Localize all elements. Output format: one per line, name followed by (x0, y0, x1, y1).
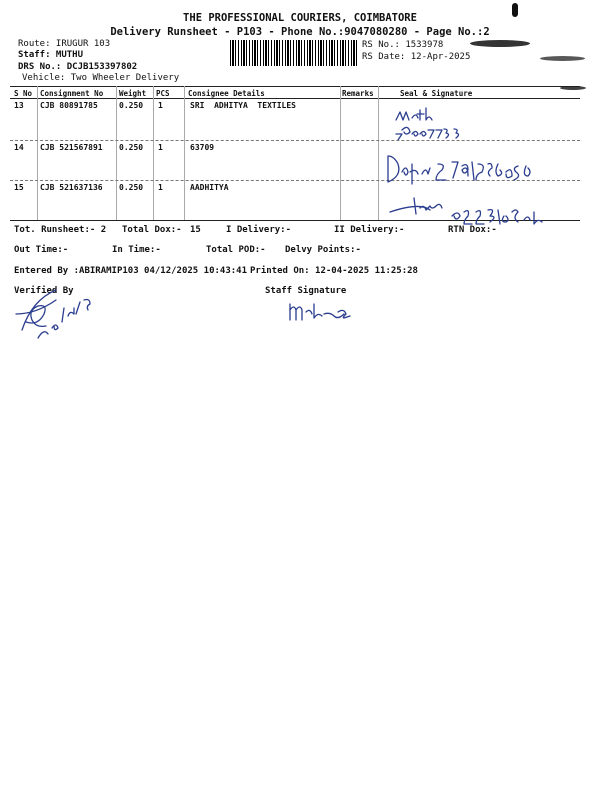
total-dox-value: 15 (190, 225, 201, 235)
col-sep (340, 86, 341, 220)
staff-handwritten-signature (284, 298, 364, 328)
col-sno: S No (14, 89, 33, 98)
delvy-points: Delvy Points:- (285, 245, 361, 255)
col-weight: Weight (119, 89, 147, 98)
row-consignee: AADHITYA (190, 183, 229, 192)
row-sno: 14 (14, 143, 24, 152)
col-consignment: Consignment No (40, 89, 104, 98)
col-pcs: PCS (156, 89, 170, 98)
rtn-dox: RTN Dox:- (448, 225, 497, 235)
printed-on: Printed On: 12-04-2025 11:25:28 (250, 266, 418, 276)
staff-signature-label: Staff Signature (265, 286, 347, 296)
col-sep (153, 86, 154, 220)
verified-by-label: Verified By (14, 286, 74, 296)
scan-mark (470, 40, 530, 47)
route-label: Route: IRUGUR 103 (18, 39, 111, 49)
col-sep (116, 86, 117, 220)
col-sep (184, 86, 185, 220)
col-sep (37, 86, 38, 220)
barcode (230, 40, 358, 66)
rs-number: RS No.: 1533978 (362, 40, 444, 50)
col-consignee: Consignee Details (188, 89, 265, 98)
row-pcs: 1 (158, 143, 163, 152)
in-time: In Time:- (112, 245, 161, 255)
verifier-signature (12, 280, 122, 342)
scan-mark (512, 3, 518, 17)
rs-date: RS Date: 12-Apr-2025 (362, 52, 471, 62)
table-header-rule (10, 98, 580, 99)
i-delivery: I Delivery:- (226, 225, 292, 235)
row-pcs: 1 (158, 183, 163, 192)
handwritten-signature-row15 (386, 192, 556, 228)
row-sno: 13 (14, 101, 24, 110)
company-title: THE PROFESSIONAL COURIERS, COIMBATORE (183, 12, 417, 24)
runsheet-subtitle: Delivery Runsheet - P103 - Phone No.:9047080280 - Page No.:2 (110, 26, 490, 38)
row-weight: 0.250 (119, 101, 144, 110)
handwritten-signature-row14 (382, 150, 552, 186)
handwritten-signature-row13 (392, 104, 502, 140)
table-top-rule (10, 86, 580, 87)
row-consignment: CJB 80891785 (40, 101, 98, 110)
ii-delivery: II Delivery:- (334, 225, 405, 235)
total-dox-label: Total Dox:- (122, 225, 182, 235)
row-consignee: SRI ADHITYA TEXTILES (190, 101, 296, 110)
total-pod: Total POD:- (206, 245, 266, 255)
row-divider (10, 140, 580, 141)
row-sno: 15 (14, 183, 24, 192)
staff-label: Staff: MUTHU (18, 50, 84, 60)
row-consignment: CJB 521637136 (40, 183, 103, 192)
vehicle-label: Vehicle: Two Wheeler Delivery (22, 73, 180, 83)
out-time: Out Time:- (14, 245, 69, 255)
row-pcs: 1 (158, 101, 163, 110)
col-remarks: Remarks (342, 89, 374, 98)
scan-mark (540, 56, 585, 61)
tot-runsheet: Tot. Runsheet:- 2 (14, 225, 107, 235)
row-weight: 0.250 (119, 143, 144, 152)
row-consignment: CJB 521567891 (40, 143, 103, 152)
row-consignee: 63709 (190, 143, 215, 152)
entered-by: Entered By :ABIRAMIP103 04/12/2025 10:43:41 (14, 266, 247, 276)
drs-number: DRS No.: DCJB153397802 (18, 62, 138, 72)
row-weight: 0.250 (119, 183, 144, 192)
col-sep (378, 86, 379, 220)
col-seal-signature: Seal & Signature (400, 89, 473, 98)
